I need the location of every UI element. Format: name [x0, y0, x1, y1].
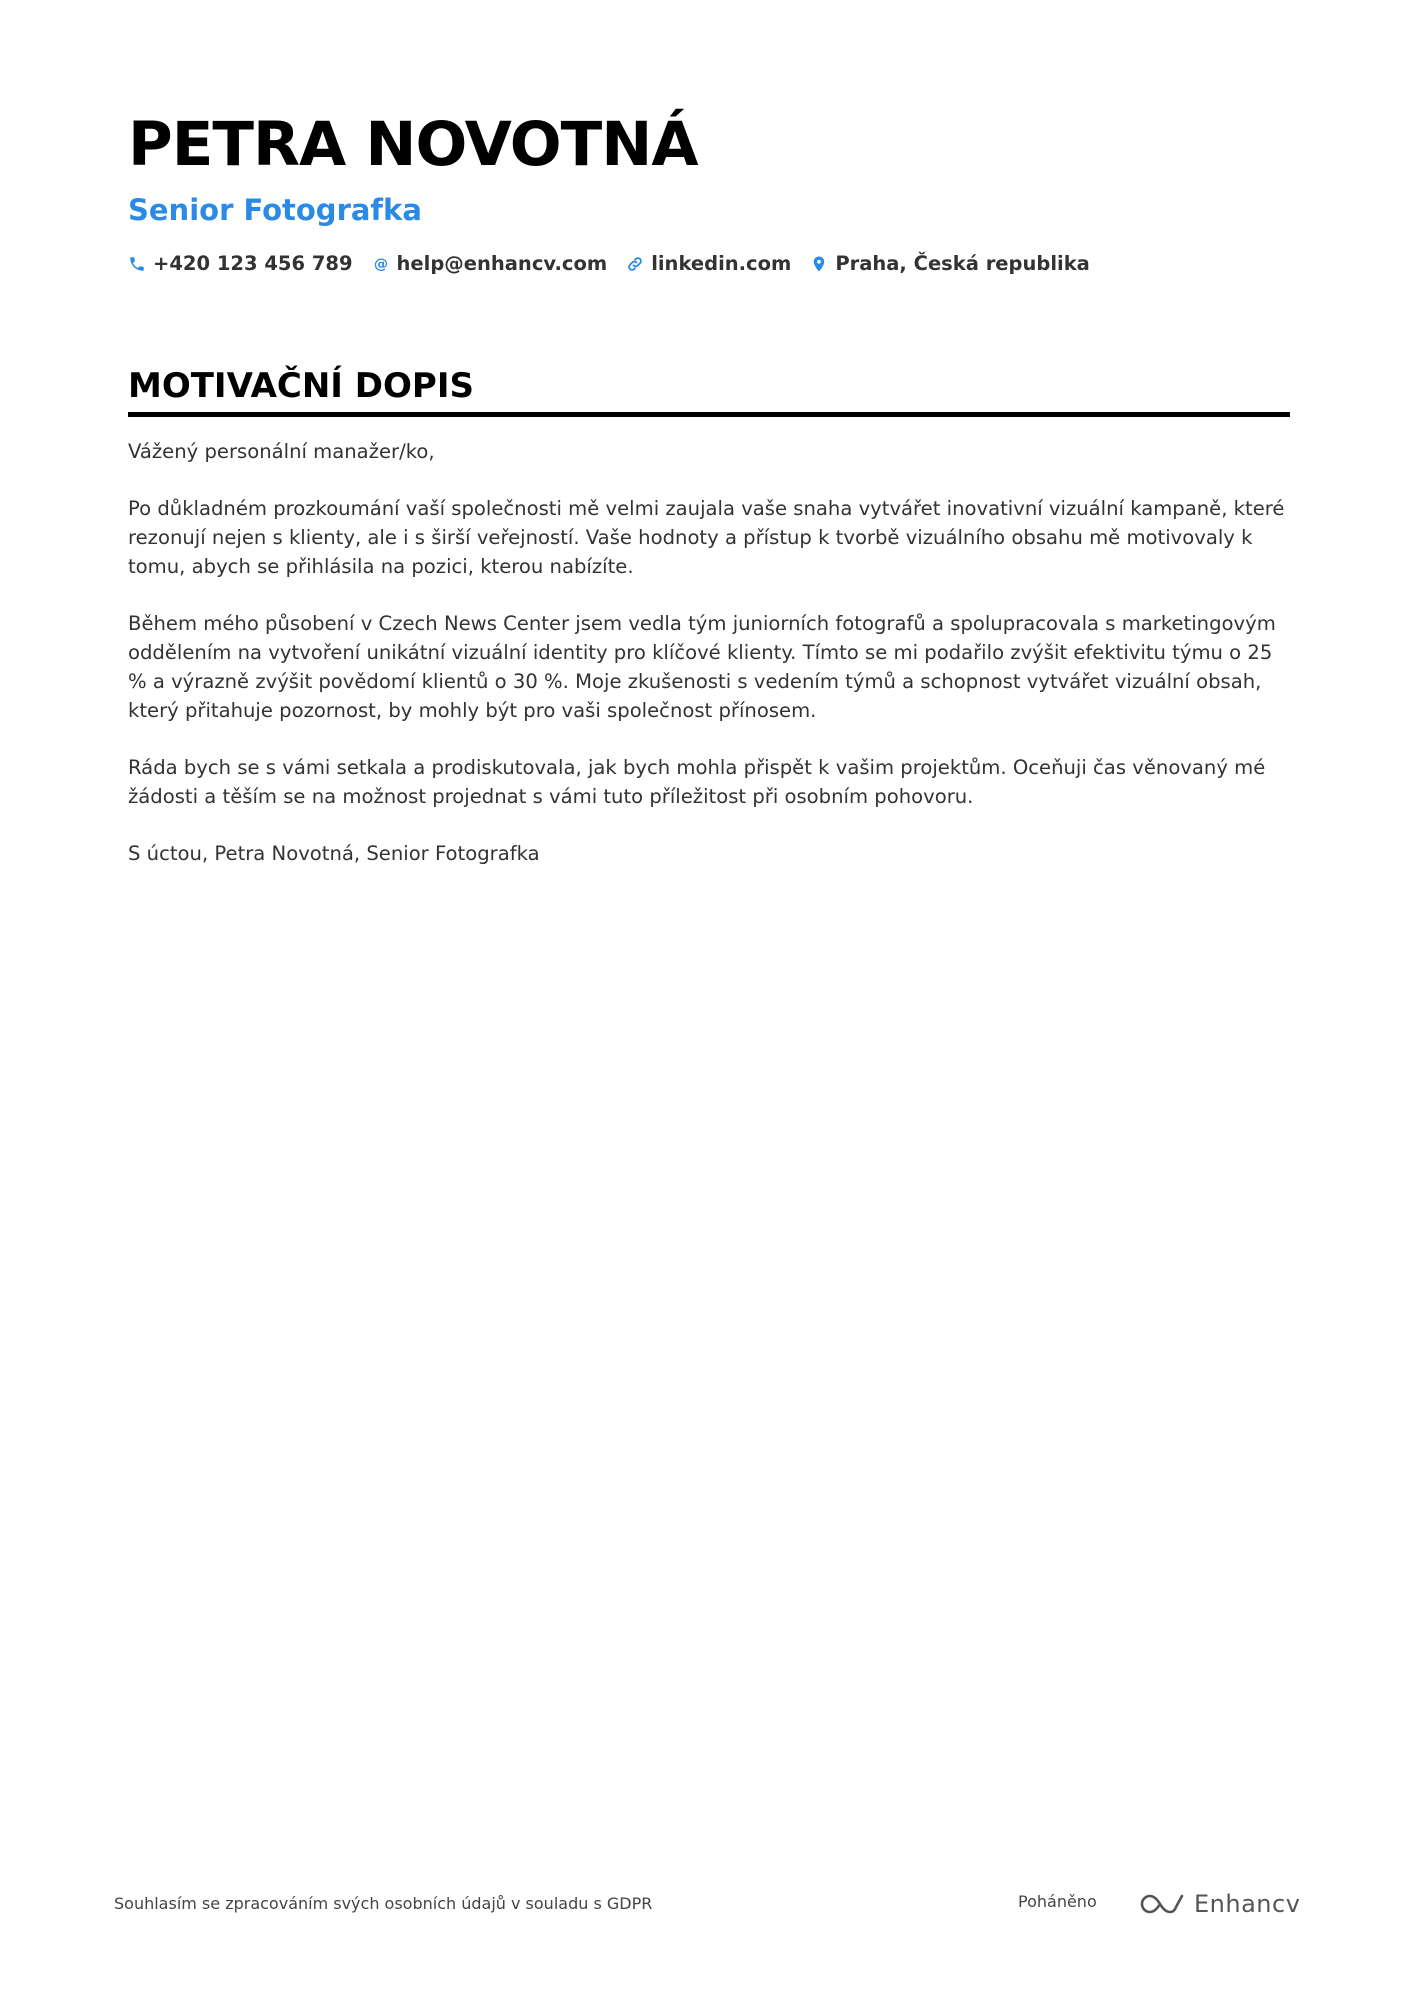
gdpr-consent-text: Souhlasím se zpracováním svých osobních údajů v souladu s GDPR — [114, 1894, 653, 1913]
contact-phone — [128, 252, 353, 275]
contact-linkedin — [626, 252, 791, 275]
phone-icon — [128, 255, 146, 273]
powered-by-label: Poháněno — [1018, 1892, 1097, 1911]
letter-paragraph-2: Během mého působení v Czech News Center jsem vedla tým juniorních fotografů a spolupracovala s marketingovým oddělením na vytvoření unikátní vizuální identity pro klíčové klienty. Tímto se mi podařilo zvýšit efektivitu týmu o 25 % a výrazně zvýšit povědomí klientů o 30 %. Moje zkušenosti s vedením týmů a schopnost vytvářet vizuální obsah, který přitahuje pozornost, by mohly být pro vaši společnost přínosem. — [128, 612, 1276, 722]
enhancv-brand-name: Enhancv — [1194, 1890, 1301, 1918]
linkedin-url: linkedin.com — [651, 252, 792, 275]
cover-letter-section — [128, 364, 1290, 896]
header — [128, 108, 1288, 275]
location-text: Praha, Česká republika — [835, 252, 1090, 275]
link-icon — [626, 255, 644, 273]
phone-number: +420 123 456 789 — [153, 252, 353, 275]
contact-location — [810, 252, 1090, 275]
letter-paragraph-1: Po důkladném prozkoumání vaší společnosti mě velmi zaujala vaše snaha vytvářet inovativní vizuální kampaně, které rezonují nejen s klienty, ale i s širší veřejností. Vaše hodnoty a přístup k tvorbě vizuálního obsahu mě motivovaly k tomu, abych se přihlásila na pozici, kterou nabízíte. — [128, 497, 1285, 578]
enhancv-brand-link[interactable] — [1138, 1884, 1300, 1924]
applicant-name: PETRA NOVOTNÁ — [128, 109, 698, 180]
enhancv-logo-icon — [1138, 1891, 1186, 1917]
location-pin-icon — [810, 255, 828, 273]
letter-body — [128, 437, 1290, 868]
letter-greeting: Vážený personální manažer/ko, — [128, 440, 435, 463]
letter-closing: S úctou, Petra Novotná, Senior Fotografka — [128, 842, 540, 865]
at-icon — [372, 255, 390, 273]
section-title: MOTIVAČNÍ DOPIS — [128, 364, 1290, 417]
contact-email — [372, 252, 608, 275]
contact-bar — [128, 252, 1288, 275]
applicant-role: Senior Fotografka — [128, 193, 422, 227]
letter-paragraph-3: Ráda bych se s vámi setkala a prodiskutovala, jak bych mohla přispět k vašim projektům. Oceňuji čas věnovaný mé žádosti a těším se na možnost projednat s vámi tuto příležitost při osobním pohovoru. — [128, 756, 1266, 808]
svg-text:@: @ — [373, 256, 388, 272]
email-address: help@enhancv.com — [396, 252, 608, 275]
footer — [114, 1884, 1301, 1924]
